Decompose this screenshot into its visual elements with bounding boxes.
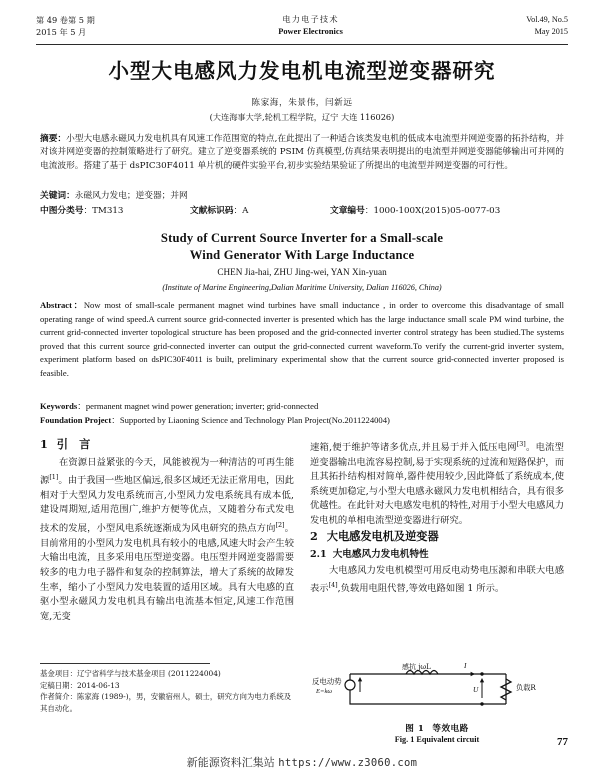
- citation-ref-3: [3]: [516, 440, 526, 448]
- s1-part4-right: 速箱,便于维护等诸多优点,并且易于并入低压电网: [310, 442, 517, 454]
- voltage-arrow-head: [480, 678, 484, 682]
- figure-1-label-cn: 图 1: [405, 724, 425, 734]
- page-title-cn: 小型大电感风力发电机电流型逆变器研究: [108, 59, 496, 83]
- section-heading-1: [40, 437, 294, 452]
- artnum-label: 文章编号: [330, 206, 365, 216]
- keywords-label-cn: 关键词: [40, 191, 67, 201]
- document-code: 文献标识码：A: [190, 206, 249, 216]
- section-1-title: 引 言: [56, 437, 91, 451]
- body-column-left: [40, 437, 294, 624]
- section-heading-2-1: [310, 548, 564, 563]
- affiliation-en: (Institute of Marine Engineering,Dalian Maritime University, Dalian 116026, China): [162, 283, 442, 292]
- emf-arrow-head: [358, 677, 362, 681]
- label-voltage: U: [473, 685, 479, 694]
- footnote-bio-label: 作者简介: [40, 692, 70, 702]
- article-identifiers: [40, 205, 564, 218]
- watermark-site-name: 新能源资料汇集站: [186, 756, 275, 769]
- page-title-en: [80, 230, 524, 264]
- citation-ref-2: [2]: [275, 521, 285, 530]
- volume-issue-en: Vol.49, No.5: [526, 15, 568, 24]
- label-inductance: 感抗 jωL: [402, 663, 431, 671]
- keywords-text-cn: 永磁风力发电；逆变器；并网: [74, 191, 188, 201]
- authors-en: CHEN Jia-hai, ZHU Jing-wei, YAN Xin-yuan: [217, 267, 387, 277]
- wire-left-lower-bottom: [350, 690, 506, 704]
- clc-number: 中图分类号：TM313: [40, 206, 124, 216]
- artnum-value: 1000-100X(2015)05-0077-03: [373, 206, 501, 216]
- page-title-en-line1: Study of Current Source Inverter for a Small-scale: [160, 231, 444, 245]
- citation-ref-1: [1]: [49, 473, 59, 482]
- label-current: I: [464, 661, 467, 670]
- s1-part1: 在资源日益紧张的今天，风能被视为一种清洁的可再生能源: [40, 456, 294, 487]
- node-dot-bottom: [480, 702, 483, 705]
- doccode-label: 文献标识码: [190, 206, 234, 216]
- figure-1-caption-cn: [310, 722, 564, 734]
- abstract-text-cn: 小型大电感永磁风力发电机具有风速工作范围宽的特点,在此提出了一种适合该类发电机的低成本电流型并网逆变器的拓扑结构，并对该并网逆变器的控制策略进行了研究。建立了逆变器系统的 PSIM 仿真模型,仿真结果表明提出的电流型并网逆变器能够输出可并网的电流波形。搭建了基于 dsPIC30F4011 单片机的硬件实验平台,初步实验结果验证了所提出的电流型并网逆变器的可行性。: [40, 134, 565, 171]
- figure-1: [310, 652, 564, 744]
- footnote-foundation-label: 基金项目: [40, 669, 70, 678]
- authors-cn: 陈家海，朱景伟，闫新远: [251, 98, 353, 108]
- section-2-title: 大电感发电机及逆变器: [326, 528, 439, 543]
- running-head-left: [36, 14, 95, 38]
- footnote-date-label: 定稿日期: [40, 680, 70, 690]
- volume-issue: 第 49 卷第 5 期: [36, 15, 95, 25]
- doccode-value: A: [242, 206, 249, 216]
- abstract-cn: 摘要：小型大电感永磁风力发电机具有风速工作范围宽的特点,在此提出了一种适合该类发电机的低成本电流型并网逆变器的拓扑结构，并对该并网逆变器的控制策略进行了研究。建立了逆变器系统的 PSIM 仿真模型,仿真结果表明提出的电流型并网逆变器能够输出可并网的电流波形。搭建了基于 dsPIC30F4011 单片机的硬件实验平台,初步实验结果验证了所提出的电流型并网逆变器的可行性。: [40, 134, 565, 171]
- current-arrow-head: [471, 672, 475, 676]
- running-head: [36, 14, 568, 38]
- running-head-center: [278, 14, 343, 38]
- citation-ref-4: [4]: [328, 581, 338, 590]
- section-2-1-number: 2.1: [310, 549, 327, 561]
- node-dot-top: [480, 672, 483, 675]
- label-load: 负载R: [516, 683, 536, 692]
- footnote-bio: 作者简介：陈家海 (1989-)，男，安徽宿州人，硕士，研究方向为电力系统及其自动化。: [40, 692, 292, 713]
- journal-title-cn: 电力电子技术: [282, 15, 339, 24]
- keywords-en: Keywords：permanent magnet wind power generation; inverter; grid-connected: [40, 401, 319, 411]
- foundation-label: Foundation Project: [40, 415, 112, 425]
- article-number: 文章编号：1000-100X(2015)05-0077-03: [330, 206, 501, 216]
- section-1-paragraph: [40, 456, 294, 625]
- watermark-url[interactable]: https://www.z3060.com: [278, 757, 418, 769]
- footnote-block: [40, 668, 294, 714]
- clc-label: 中图分类号: [40, 206, 84, 216]
- section-2-1-paragraph: [310, 564, 564, 597]
- s1-part2: 。由于我国一些地区偏远,很多区域还无法正常用电，因此相对于大型风力发电系统而言,小型风力发电系统具有成本低,建设周期短,适用范围广,维护方便等优点，又随着分布式发电技术的发展，小型风电系统逐渐成为风电研究的热点方向: [40, 475, 294, 535]
- figure-1-caption-en: Fig. 1 Equivalent circuit: [394, 735, 480, 744]
- keywords-text-en: permanent magnet wind power generation; inverter; grid-connected: [85, 401, 319, 411]
- footnote-date-value: 2014-06-13: [76, 680, 120, 690]
- abstract-label-cn: 摘要: [40, 134, 58, 144]
- running-head-right: [526, 14, 568, 38]
- figure-1-title-cn: 等效电路: [432, 724, 469, 734]
- emf-source-symbol: [345, 680, 355, 690]
- issue-date-en: May 2015: [534, 27, 568, 36]
- body-column-right: [310, 437, 564, 597]
- label-emf-name: 反电动势: [312, 677, 342, 686]
- s21-part1: 大电感风力发电机模型可用反电动势电压源和串联大电感表示: [310, 564, 564, 595]
- label-emf-expression: E=kω: [316, 688, 333, 695]
- foundation-project: Foundation Project：Supported by Liaoning Science and Technology Plan Project(No.2011224004): [40, 415, 390, 425]
- footnote-foundation-text: 辽宁省科学与技术基金项目 (2011224004): [76, 669, 221, 678]
- footnote-date: 定稿日期：2014-06-13: [40, 680, 120, 690]
- affiliation-cn: (大连海事大学,轮机工程学院，辽宁 大连 116026): [209, 112, 395, 122]
- clc-value: TM313: [92, 206, 124, 216]
- issue-date-cn: 2015 年 5 月: [36, 27, 87, 37]
- section-2-number: 2: [310, 528, 318, 543]
- abstract-text-en: Now most of small-scale permanent magnet wind turbines have small inductance , in order to overcome this disadvantage of small operating range of wind speed.A current source grid-connected inverter is presented which has the large inductance small scale PM wind turbine, the current grid-connected inverter topological structure has been proposed and the grid-connected inverter control strategy has been studied.The systems proved that this current source grid-connected inverter can output the grid-connected current waveform.To verify the current-grid inverter system, experiment platform based on dsPIC30F4011 is built, preliminary experimental show that the current source grid-connected inverter proposed is feasible.: [40, 300, 564, 378]
- abstract-label-en: Abstract: [40, 300, 72, 310]
- s21-part2: ,负载用电阻代替,等效电路如图 1 所示。: [337, 583, 505, 595]
- page-number: 77: [557, 736, 568, 748]
- s1-part3-left: 。目前常用的小型风力发电机具有较小的电感,风速大时会产生较大输出电流，且多采用电压型逆变器。电压型并网逆变器需要较多的电力电子器件和复杂的控制算法，增大了系统的故障发生率，缩小了小型风力发电装置的适用区域。具有大电感的直驱小型永磁风力发电机具有输出电流基本恒定,风速工作范围宽,无变: [40, 523, 294, 622]
- section-1-number: 1: [40, 437, 48, 451]
- s1-part5-right: 。电流型逆变器输出电流容易控制,易于实现系统的过流和短路保护，而且其拓扑结构相对简单,器件使用较少,因此降低了系统成本,使系统更加稳定,与小型大电感永磁风力发电机相结合，具有很多优越性。在此针对大电感发电机的特性,对用于小型大电感风力发电机的单相电流型逆变器进行研究。: [310, 442, 564, 527]
- keywords-cn: 关键词：永磁风力发电；逆变器；并网: [40, 191, 188, 201]
- foundation-text: Supported by Liaoning Science and Technology Plan Project(No.2011224004): [119, 415, 390, 425]
- section-heading-2: [310, 529, 564, 544]
- footnote-foundation: 基金项目：辽宁省科学与技术基金项目 (2011224004): [40, 669, 221, 678]
- keywords-label-en: Keywords: [40, 401, 78, 411]
- journal-title-en: Power Electronics: [278, 27, 343, 36]
- page-title-en-line2: Wind Generator With Large Inductance: [189, 248, 415, 262]
- section-2-1-title: 大电感风力发电机特性: [332, 549, 429, 561]
- section-1-paragraph-cont: [310, 437, 564, 529]
- footnote-rule: [40, 663, 210, 664]
- abstract-en: Abstract：Now most of small-scale permanent magnet wind turbines have small inductance , in order to overcome this disadvantage of small operating range of wind speed.A current source grid-connected inverter is presented which has the large inductance small scale PM wind turbine, the current grid-connected inverter topological structure has been proposed and the grid-connected inverter control strategy has been studied.The systems proved that this current source grid-connected inverter can output the grid-connected current waveform.To verify the current-grid inverter system, experiment platform based on dsPIC30F4011 is built, preliminary experimental show that the current source grid-connected inverter proposed is feasible.: [40, 300, 564, 378]
- watermark-footer: [0, 754, 604, 770]
- header-rule: [36, 44, 568, 45]
- footnote-bio-text: 陈家海 (1989-)，男，安徽宿州人，硕士，研究方向为电力系统及其自动化。: [40, 692, 292, 713]
- equivalent-circuit-diagram: [310, 652, 564, 714]
